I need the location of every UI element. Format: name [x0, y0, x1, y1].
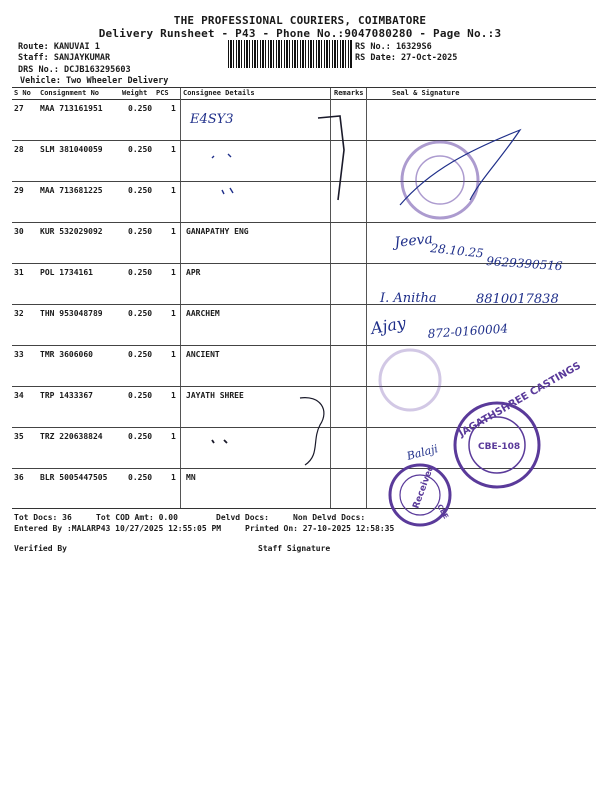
col-consignment: Consignment No [40, 89, 100, 97]
jagathshree-stamp [455, 360, 583, 487]
row-consignment-number: MAA 713681225 [40, 186, 103, 195]
row-consignment-number: MAA 713161951 [40, 104, 103, 113]
col-seal-signature: Seal & Signature [392, 89, 460, 97]
rs-number: RS No.: 16329S6 [355, 42, 432, 52]
runsheet-subtitle: Delivery Runsheet - P43 - Phone No.:9047080280 - Page No.:3 [98, 27, 502, 40]
row-serial-number: 32 [14, 309, 24, 318]
row-weight: 0.250 [128, 350, 153, 359]
stamp-cbe-text: CBE [435, 503, 450, 521]
row-consignment-number: POL 1734161 [40, 268, 93, 277]
printed-on: Printed On: 27-10-2025 12:58:35 [245, 524, 395, 533]
row35-signature: Balaji [405, 442, 440, 463]
row-consignment-number: TRP 1433367 [40, 391, 93, 400]
pen-mark [212, 154, 231, 158]
row-consignee: GANAPATHY ENG [186, 227, 249, 236]
row-serial-number: 30 [14, 227, 24, 236]
staff-signature: Staff Signature [258, 544, 331, 553]
row-serial-number: 36 [14, 473, 24, 482]
vehicle-label: Vehicle: Two Wheeler Delivery [20, 76, 169, 86]
delivered-docs: Delvd Docs: [216, 513, 269, 522]
row-consignment-number: TRZ 220638824 [40, 432, 103, 441]
row-pieces: 1 [171, 309, 176, 318]
row-weight: 0.250 [128, 145, 153, 154]
row27-handwriting: E4SY3 [190, 112, 234, 127]
row-serial-number: 28 [14, 145, 24, 154]
row-consignment-number: KUR 532029092 [40, 227, 103, 236]
row32-phone2: 872-0160004 [427, 321, 509, 341]
row-pieces: 1 [171, 473, 176, 482]
row30-date: 28.10.25 [429, 241, 485, 261]
row-consignment-number: SLM 381040059 [40, 145, 103, 154]
drs-number: DRS No.: DCJB163295603 [18, 65, 131, 75]
row32-signature: Ajay [369, 313, 408, 338]
row-serial-number: 34 [14, 391, 24, 400]
row-consignee: APR [186, 268, 201, 277]
row-pieces: 1 [171, 432, 176, 441]
col-sno: S No [14, 89, 31, 97]
row-pieces: 1 [171, 104, 176, 113]
row-weight: 0.250 [128, 186, 153, 195]
row-consignee: AARCHEM [186, 309, 220, 318]
row32-name: I. Anitha [380, 291, 437, 306]
non-delivered-docs: Non Delvd Docs: [293, 513, 366, 522]
col-pcs: PCS [156, 89, 169, 97]
row-weight: 0.250 [128, 104, 153, 113]
row-weight: 0.250 [128, 473, 153, 482]
rs-date: RS Date: 27-Oct-2025 [355, 53, 458, 63]
row30-phone: 9629390516 [485, 254, 563, 274]
received-stamp [390, 464, 450, 525]
row-pieces: 1 [171, 227, 176, 236]
row-serial-number: 31 [14, 268, 24, 277]
entered-by: Entered By :MALARP43 10/27/2025 12:55:05 PM [14, 524, 222, 533]
row-pieces: 1 [171, 268, 176, 277]
row30-signature: Jeeva [393, 231, 434, 251]
row-serial-number: 35 [14, 432, 24, 441]
row-serial-number: 29 [14, 186, 24, 195]
row-serial-number: 27 [14, 104, 24, 113]
col-weight: Weight [122, 89, 148, 97]
row-serial-number: 33 [14, 350, 24, 359]
stamp-received-text: Received [411, 463, 437, 511]
row-pieces: 1 [171, 145, 176, 154]
row-weight: 0.250 [128, 268, 153, 277]
row-consignment-number: THN 953048789 [40, 309, 103, 318]
bracket-mark [318, 116, 344, 200]
row-weight: 0.250 [128, 432, 153, 441]
row-consignment-number: TMR 3606060 [40, 350, 93, 359]
row-consignee: ANCIENT [186, 350, 220, 359]
signature-scribble [300, 398, 324, 465]
stamp-company-text: JAGATHSHREE CASTINGS [457, 360, 583, 440]
company-title: THE PROFESSIONAL COURIERS, COIMBATORE [173, 14, 427, 27]
row-pieces: 1 [171, 186, 176, 195]
row-consignment-number: BLR 5005447505 [40, 473, 108, 482]
faded-stamp [380, 350, 440, 410]
row-weight: 0.250 [128, 309, 153, 318]
col-remarks: Remarks [334, 89, 364, 97]
row-pieces: 1 [171, 391, 176, 400]
row-pieces: 1 [171, 350, 176, 359]
row32-phone: 8810017838 [476, 292, 559, 307]
col-consignee: Consignee Details [183, 89, 255, 97]
row-consignee: JAYATH SHREE [186, 391, 244, 400]
row-consignee: MN [186, 473, 196, 482]
total-docs: Tot Docs: 36 [14, 513, 72, 522]
pen-mark [222, 188, 233, 194]
verified-by: Verified By [14, 544, 67, 553]
staff-label: Staff: SANJAYKUMAR [18, 53, 111, 63]
total-cod: Tot COD Amt: 0.00 [96, 513, 178, 522]
route-label: Route: KANUVAI 1 [18, 42, 100, 52]
row-weight: 0.250 [128, 227, 153, 236]
pen-mark [212, 440, 227, 443]
stamp-code-text: CBE-108 [478, 442, 521, 452]
row-weight: 0.250 [128, 391, 153, 400]
